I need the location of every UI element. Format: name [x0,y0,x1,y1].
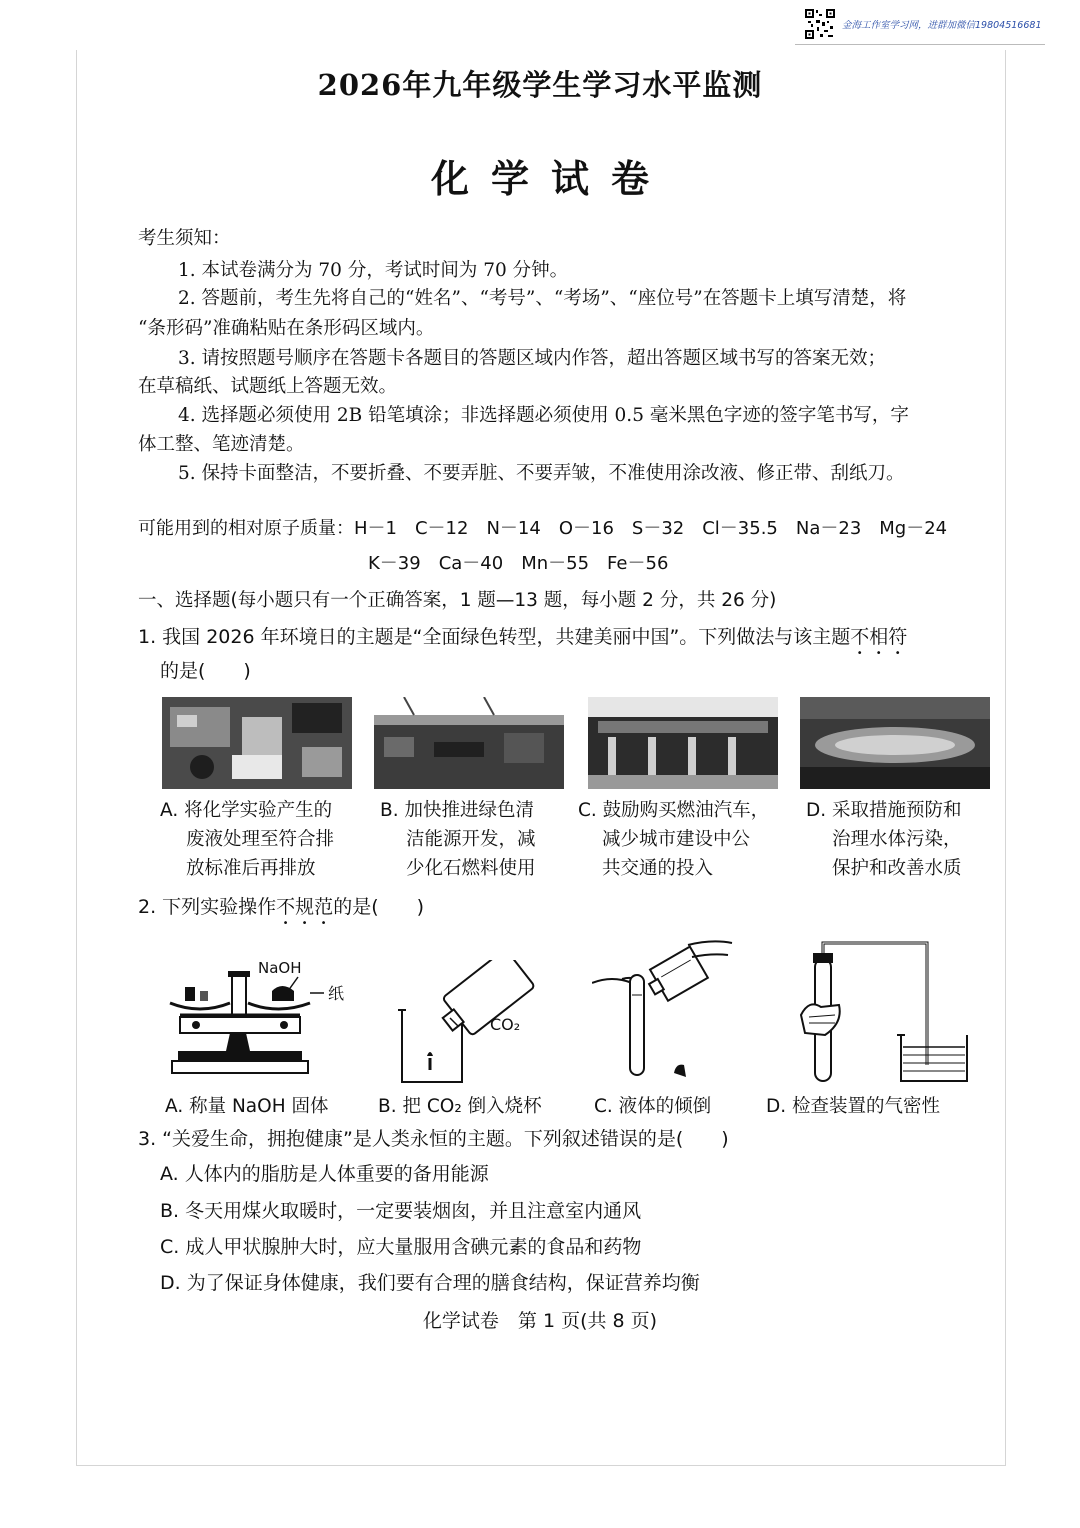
section-heading: 一、选择题(每小题只有一个正确答案，1 题—13 题，每小题 2 分，共 26 分) [138,590,777,611]
notice-line: 3. 请按照题号顺序在答题卡各题目的答题区域内作答，超出答题区域书写的答案无效； [178,348,887,369]
q1-option-a-line: 放标准后再排放 [186,858,316,879]
q2-stem-emphasis: 不规范 [276,896,334,918]
q1-option-d-line: 保护和改善水质 [832,858,962,879]
co2-pouring-apparatus [392,960,552,1090]
airtightness-apparatus [795,935,985,1090]
watermark-text: 金海工作室学习网，进群加微信19804516681 [842,20,1042,31]
notice-line: 2. 答题前，考生先将自己的“姓名”、“考号”、“考场”、“座位号”在答题卡上填写清楚，将 [178,288,907,309]
co2-label: CO₂ [490,1015,521,1034]
notice-line: “条形码”准确粘贴在条形码区域内。 [138,318,435,339]
q1-option-c-line: 减少城市建设中公 [602,829,751,850]
q2-option-d[interactable]: D. 检查装置的气密性 [766,1096,941,1117]
question-1-stem-line2: 的是( ) [160,660,251,682]
paper-label: 纸 [328,984,345,1003]
q1-option-d-line: D. 采取措施预防和 [806,800,962,821]
q1-option-b-line: B. 加快推进绿色清 [380,800,534,821]
q2-option-c[interactable]: C. 液体的倾倒 [594,1096,712,1117]
photo-water-pollution [800,697,990,789]
subject-title: 化学试卷 [430,156,671,201]
q1-option-c-line: C. 鼓励购买燃油汽车， [578,800,770,821]
photo-city-traffic [588,697,778,789]
liquid-pouring-apparatus [592,935,742,1085]
q1-option-b-line: 洁能源开发，减 [406,829,536,850]
q2-stem-text: 2. 下列实验操作 [138,896,277,918]
q3-option-c[interactable]: C. 成人甲状腺肿大时，应大量服用含碘元素的食品和药物 [160,1236,642,1258]
q1-option-d-line: 治理水体污染， [832,829,962,850]
q1-option-d[interactable] [806,796,962,883]
notice-line: 5. 保持卡面整洁，不要折叠、不要弄脏、不要弄皱，不准使用涂改液、修正带、刮纸刀。 [178,463,905,484]
atomic-masses-line1: 可能用到的相对原子质量：H－1 C－12 N－14 O－16 S－32 Cl－35.5 Na－23 Mg－24 [138,518,948,539]
q1-option-b-line: 少化石燃料使用 [406,858,536,879]
page-footer: 化学试卷 第 1 页(共 8 页) [422,1310,658,1332]
q1-option-c[interactable] [578,796,769,883]
q1-stem-text: 1. 我国 2026 年环境日的主题是“全面绿色转型，共建美丽中国”。下列做法与该主题 [138,626,851,648]
notice-line: 1. 本试卷满分为 70 分，考试时间为 70 分钟。 [178,260,569,281]
watermark [804,8,1042,40]
notice-line: 在草稿纸、试题纸上答题无效。 [138,376,398,397]
notice-line: 4. 选择题必须使用 2B 铅笔填涂；非选择题必须使用 0.5 毫米黑色字迹的签字笔书写，字 [178,405,909,426]
notice-heading: 考生须知： [138,228,231,249]
question-3-stem: 3. “关爱生命，拥抱健康”是人类永恒的主题。下列叙述错误的是( ) [138,1128,729,1150]
balance-apparatus [160,955,365,1085]
q3-option-b[interactable]: B. 冬天用煤火取暖时，一定要装烟囱，并且注意室内通风 [160,1200,642,1222]
atomic-masses-line2: K－39 Ca－40 Mn－55 Fe－56 [368,553,669,574]
q1-option-c-line: 共交通的投入 [602,858,714,879]
q1-option-a[interactable] [160,796,334,883]
exam-title: 2026年九年级学生学习水平监测 [317,68,763,102]
question-2-stem [138,896,424,929]
q2-option-a[interactable]: A. 称量 NaOH 固体 [165,1096,329,1117]
watermark-divider [795,44,1045,45]
photo-wastewater-treatment [162,697,352,789]
naoh-label: NaOH [258,959,302,977]
notice-line: 体工整、笔迹清楚。 [138,434,305,455]
q3-option-d[interactable]: D. 为了保证身体健康，我们要有合理的膳食结构，保证营养均衡 [160,1272,700,1294]
q1-stem-emphasis: 不相符 [850,626,908,648]
q1-option-a-line: 废液处理至符合排 [186,829,335,850]
question-1-stem [138,626,907,659]
photo-clean-energy [374,697,564,789]
q2-option-b[interactable]: B. 把 CO₂ 倒入烧杯 [378,1096,542,1117]
qr-code-icon [804,8,836,40]
q1-option-a-line: A. 将化学实验产生的 [160,800,333,821]
q2-stem-text-after: 的是( ) [333,896,425,918]
q3-option-a[interactable]: A. 人体内的脂肪是人体重要的备用能源 [160,1163,489,1185]
q1-option-b[interactable] [380,796,536,883]
